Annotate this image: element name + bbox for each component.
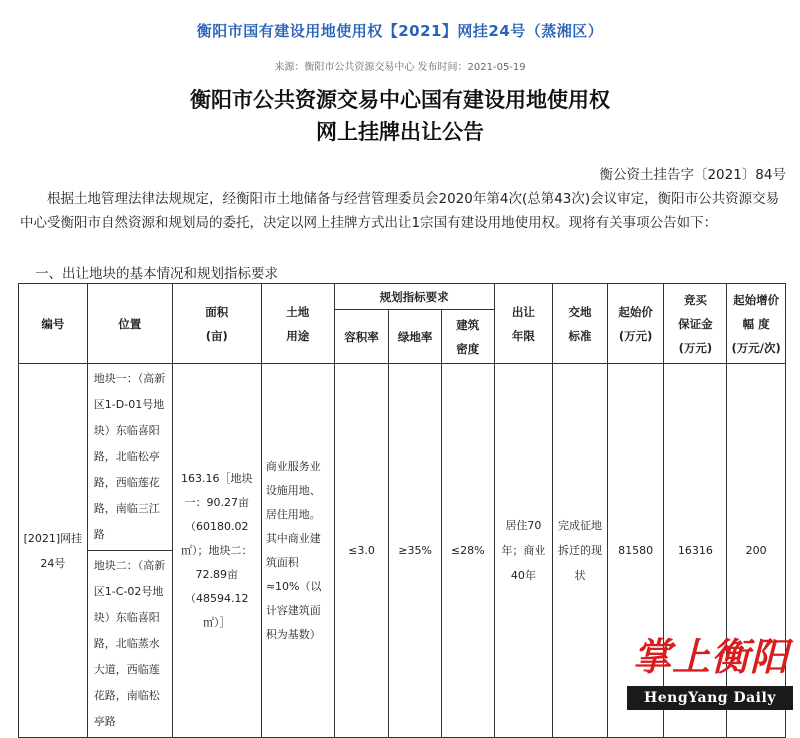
document-number: 衡公资土挂告字〔2021〕84号 <box>599 167 786 183</box>
header-density-line2: 密度 <box>456 341 480 356</box>
intro-paragraph: 根据土地管理法律法规规定，经衡阳市土地储备与经营管理委员会2020年第4次(总第43次)会议审定，衡阳市公共资源交易中心受衡阳市自然资源和规划局的委托，决定以网上挂牌方式出让1宗国有建设用地使用权。现将有关事项公告如下： <box>20 191 780 231</box>
notice-title-line-2: 网上挂牌出让公告 <box>316 120 484 144</box>
header-deposit-line3: (万元) <box>678 340 713 355</box>
header-deposit-line2: 保证金 <box>678 316 713 331</box>
header-number: 编号 <box>19 284 88 364</box>
cell-location-plot-2: 地块二：（高新区1-C-02号地块）东临喜阳路，北临蒸水大道，西临莲花路，南临松亭路 <box>87 551 172 738</box>
cell-increment: 200 <box>727 364 786 738</box>
header-increment-line2: 幅 度 <box>742 316 770 331</box>
header-deposit-line1: 竞买 <box>683 292 707 307</box>
header-green-ratio: 绿地率 <box>389 310 442 364</box>
header-term-line2: 年限 <box>511 328 535 343</box>
cell-location-plot-1: 地块一：（高新区1-D-01号地块）东临喜阳路，北临松亭路，西临莲花路，南临三江路 <box>87 364 172 551</box>
header-area-line1: 面积 <box>205 304 229 319</box>
cell-green-ratio: ≥35% <box>389 364 442 738</box>
cell-term: 居住70年；商业40年 <box>494 364 553 738</box>
header-start-price <box>607 284 664 364</box>
header-start-price-line1: 起始价 <box>618 304 653 319</box>
header-density-line1: 建筑 <box>456 317 480 332</box>
header-start-price-line2: (万元) <box>618 328 653 343</box>
notice-title-line-1: 衡阳市公共资源交易中心国有建设用地使用权 <box>190 88 610 112</box>
header-term <box>494 284 553 364</box>
cell-deposit: 16316 <box>664 364 727 738</box>
header-area-line2: (亩) <box>205 328 228 343</box>
table-header-row <box>19 284 786 310</box>
header-use-line2: 用途 <box>286 328 310 343</box>
header-planning-group: 规划指标要求 <box>334 284 494 310</box>
hengyang-daily-watermark <box>625 626 797 716</box>
cell-start-price: 81580 <box>607 364 664 738</box>
header-increment <box>727 284 786 364</box>
header-term-line1: 出让 <box>511 304 535 319</box>
header-location: 位置 <box>87 284 172 364</box>
notice-title <box>0 84 800 148</box>
header-increment-line1: 起始增价 <box>733 292 780 307</box>
header-deposit <box>664 284 727 364</box>
header-use-line1: 土地 <box>286 304 310 319</box>
source-publish-line: 来源：衡阳市公共资源交易中心 发布时间：2021-05-19 <box>274 62 526 73</box>
header-delivery-line1: 交地 <box>568 304 592 319</box>
header-delivery-line2: 标准 <box>568 328 592 343</box>
cell-number: [2021]网挂24号 <box>19 364 88 738</box>
header-far: 容积率 <box>334 310 389 364</box>
cell-land-use: 商业服务业设施用地、居住用地。其中商业建筑面积≈10%（以计容建筑面积为基数） <box>261 364 334 738</box>
header-area <box>172 284 261 364</box>
cell-delivery: 完成征地拆迁的现状 <box>553 364 608 738</box>
header-land-use <box>261 284 334 364</box>
watermark-english-logo: HengYang Daily <box>627 686 793 710</box>
header-increment-line3: (万元/次) <box>731 340 781 355</box>
section-heading: 一、出让地块的基本情况和规划指标要求 <box>35 266 278 282</box>
header-building-density <box>441 310 494 364</box>
cell-building-density: ≤28% <box>441 364 494 738</box>
watermark-chinese-logo: 掌上衡阳 <box>632 634 789 679</box>
header-delivery <box>553 284 608 364</box>
table-row <box>19 364 786 551</box>
article-header-title: 衡阳市国有建设用地使用权【2021】网挂24号（蒸湘区） <box>196 22 604 40</box>
cell-area: 163.16［地块一：90.27亩（60180.02㎡）；地块二：72.89亩（48594.12㎡）］ <box>172 364 261 738</box>
cell-far: ≤3.0 <box>334 364 389 738</box>
